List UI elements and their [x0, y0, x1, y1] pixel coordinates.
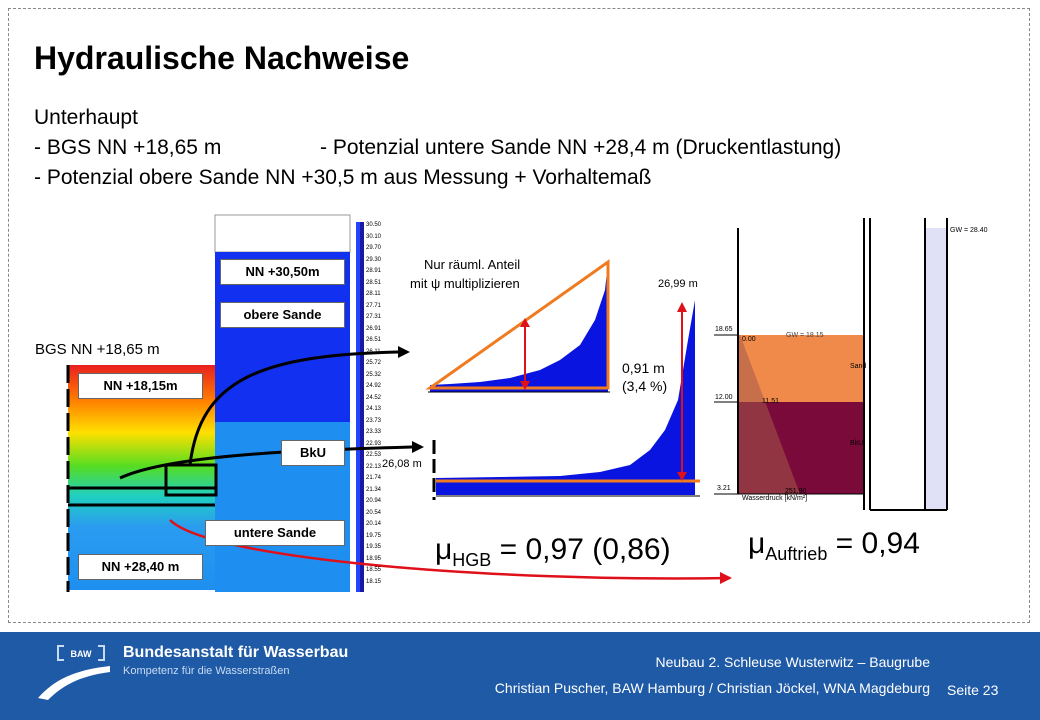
legend-tick-label: 20.94 [366, 498, 382, 504]
bgs-label: BGS NN +18,65 m [35, 341, 160, 358]
tag-nn-2840: NN +28,40 m [78, 554, 203, 580]
note-line-2: mit ψ multiplizieren [410, 276, 520, 291]
mu-hgb: $\mu_{HGB} = 0,97$ (0,86) [435, 533, 671, 570]
label-2608: 26,08 m [382, 458, 422, 470]
legend-tick-label: 20.14 [366, 521, 382, 527]
legend-tick-label: 18.95 [366, 555, 382, 562]
value-25190: 251.90 [785, 488, 807, 495]
tag-obere-sande: obere Sande [220, 302, 345, 328]
org-subtitle: Kompetenz für die Wasserstraßen [123, 665, 290, 677]
section-label: Unterhaupt [34, 106, 138, 129]
legend-tick-label: 25.32 [366, 371, 382, 378]
legend-tick-label: 21.34 [366, 486, 382, 493]
label-2699: 26,99 m [658, 278, 698, 290]
potential-lower-line: - Potenzial untere Sande NN +28,4 m (Druckentlastung) [320, 136, 842, 159]
label-34-percent: (3,4 %) [622, 378, 668, 394]
value-1151: 11.51 [762, 398, 779, 405]
legend-tick-label: 18.15 [366, 578, 382, 585]
tag-nn-3050: NN +30,50m [220, 259, 345, 285]
org-name: Bundesanstalt für Wasserbau [123, 644, 349, 661]
logo-text: BAW [70, 649, 92, 659]
legend-tick-label: 20.54 [366, 509, 382, 516]
legend-tick-label: 26.51 [366, 337, 382, 343]
legend-tick-label: 28.51 [366, 279, 382, 286]
mu-auftrieb: $\mu_{Auftrieb} = 0,94$ [748, 527, 920, 564]
tag-untere-sande: untere Sande [205, 520, 345, 546]
legend-tick-label: 29.30 [366, 256, 382, 263]
page-number: Seite 23 [947, 682, 999, 698]
value-000: 0.00 [742, 336, 756, 343]
project-title: Neubau 2. Schleuse Wusterwitz – Baugrube [655, 654, 930, 670]
legend-tick-label: 24.13 [366, 406, 382, 412]
legend-tick-label: 23.33 [366, 429, 382, 435]
legend-tick-label: 30.10 [366, 233, 382, 240]
legend-tick-label: 22.93 [366, 440, 382, 447]
legend-tick-label: 18.55 [366, 567, 382, 573]
gw-mid: GW = 18.15 [786, 332, 824, 339]
legend-tick-label: 19.75 [366, 532, 382, 539]
bgs-line: - BGS NN +18,65 m [34, 136, 222, 159]
wasserdruck-label: Wasserdruck [kN/m²] [742, 495, 808, 502]
legend-tick-label: 26.11 [366, 348, 381, 355]
label-091: 0,91 m [622, 360, 665, 376]
note-line-1: Nur räuml. Anteil [424, 257, 521, 272]
level-1200: 12.00 [715, 394, 733, 401]
level-1865: 18.65 [715, 326, 733, 333]
tag-nn-1815: NN +18,15m [78, 373, 203, 399]
legend-tick-label: 30.50 [366, 222, 382, 228]
legend-tick-label: 22.13 [366, 463, 382, 470]
gw-label: GW = 28.40 [950, 227, 988, 234]
legend-tick-label: 27.71 [366, 302, 382, 309]
slide-title: Hydraulische Nachweise [34, 40, 410, 76]
baw-logo-icon [34, 640, 114, 702]
legend-tick-label: 29.70 [366, 245, 382, 251]
legend-tick-label: 26.91 [366, 325, 382, 332]
legend-tick-label: 28.11 [366, 291, 381, 297]
legend-tick-label: 25.72 [366, 360, 382, 366]
legend-tick-label: 24.52 [366, 394, 382, 401]
bku-label: BkU [850, 440, 864, 447]
tag-bku: BkU [281, 440, 345, 466]
level-321: 3.21 [717, 485, 731, 492]
legend-tick-label: 23.73 [366, 417, 382, 424]
sand-label: Sand [850, 363, 867, 370]
legend-tick-label: 21.74 [366, 475, 382, 481]
legend-tick-label: 24.92 [366, 383, 382, 389]
legend-tick-label: 28.91 [366, 268, 382, 274]
legend-tick-label: 27.31 [366, 314, 382, 320]
potential-upper-line: - Potenzial obere Sande NN +30,5 m aus Messung + Vorhaltemaß [34, 166, 652, 189]
legend-tick-label: 22.53 [366, 452, 382, 458]
authors: Christian Puscher, BAW Hamburg / Christian Jöckel, WNA Magdeburg [494, 680, 930, 696]
legend-tick-label: 19.35 [366, 544, 382, 550]
